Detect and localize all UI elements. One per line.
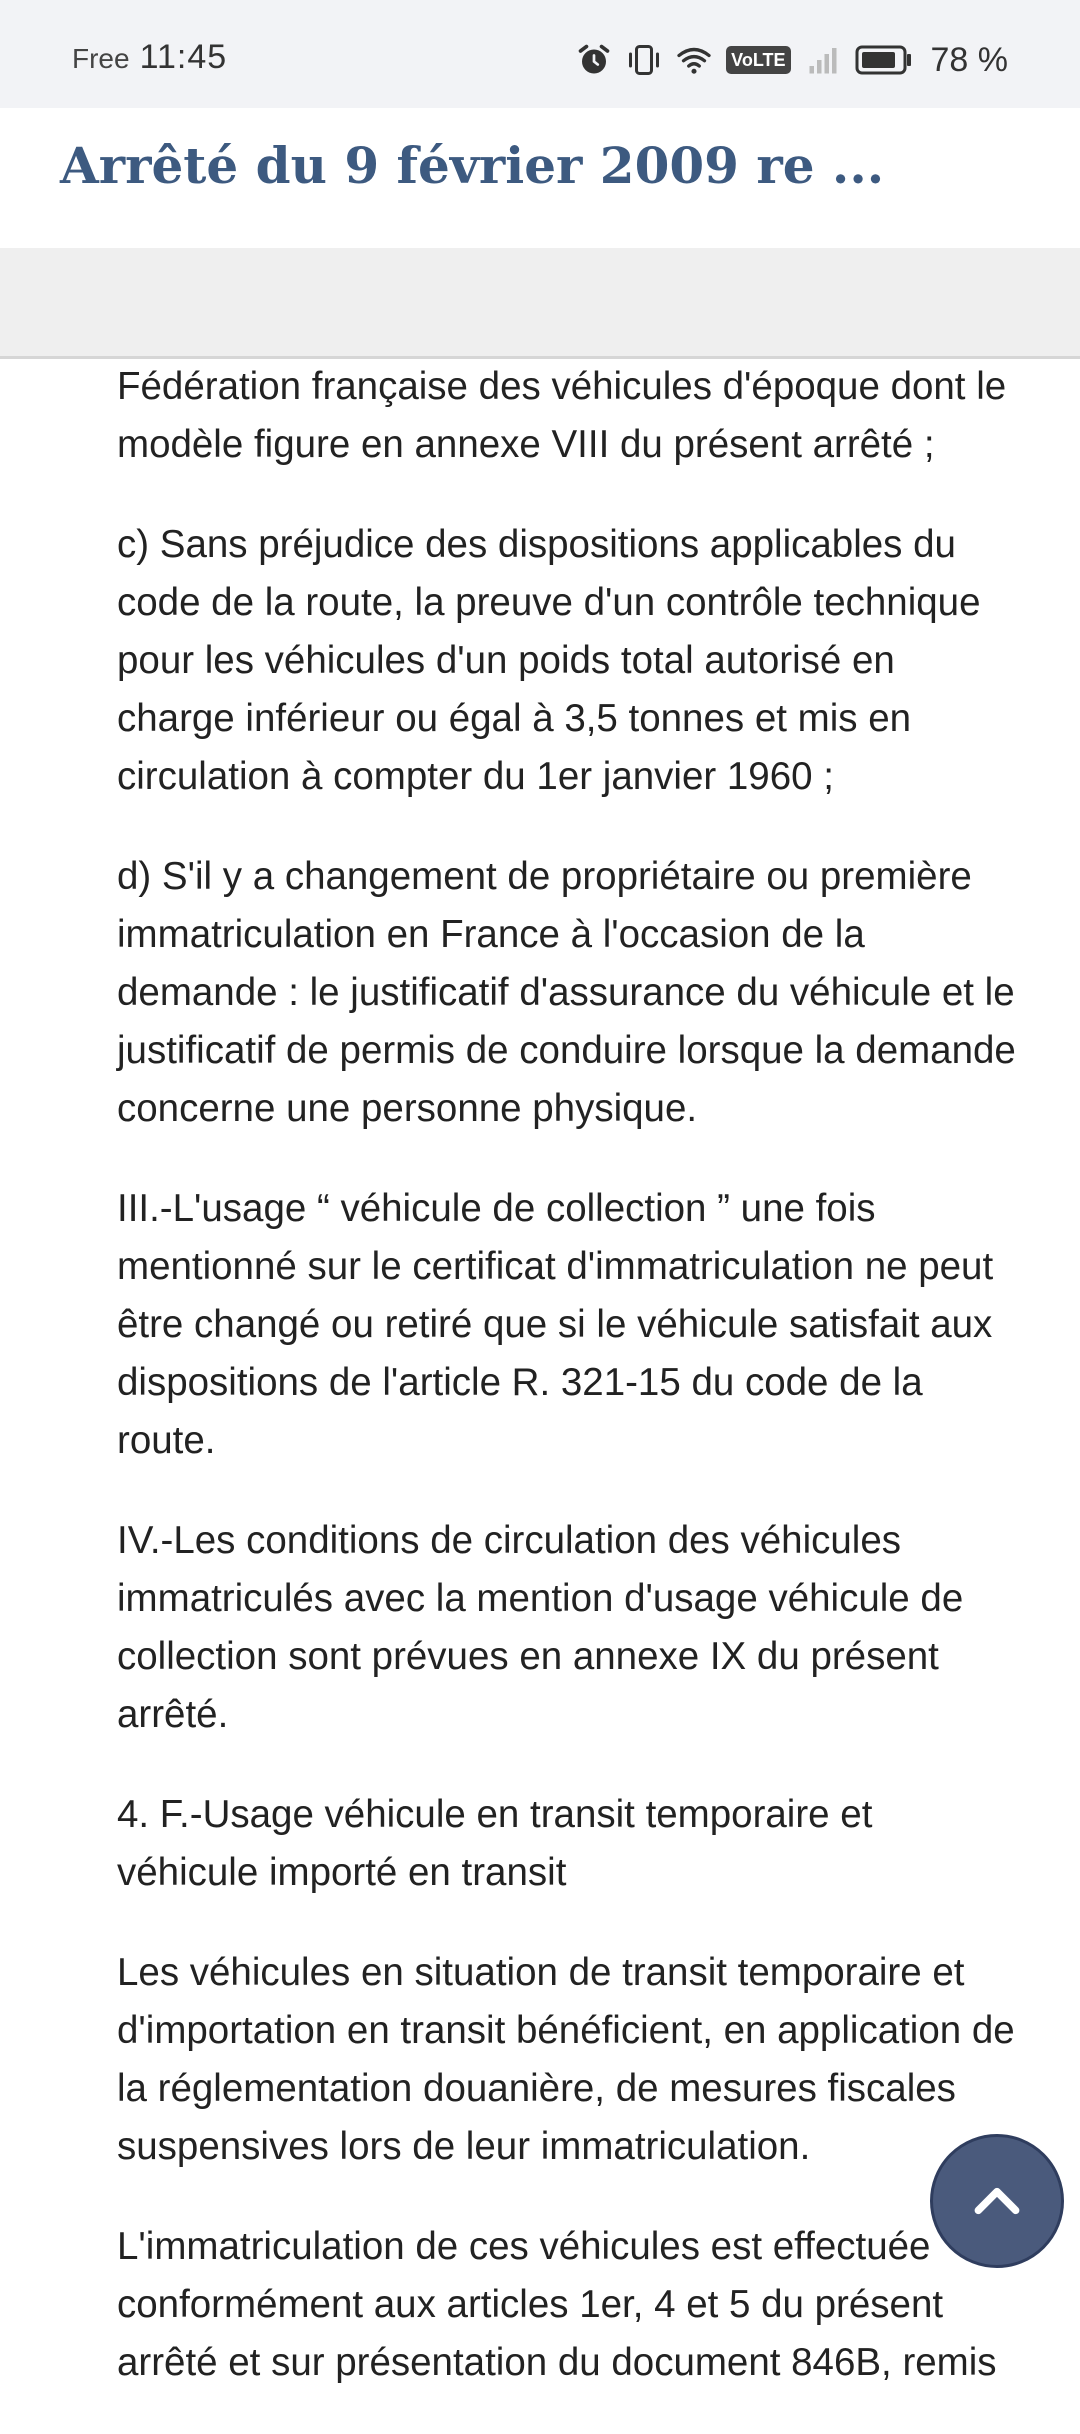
article-paragraph: L'immatriculation de ces véhicules est effectuée conformément aux articles 1er, 4 et 5 du présent arrêté et sur présentation du document 846B, remis [117, 2225, 997, 2384]
signal-icon [805, 42, 841, 78]
status-left [72, 38, 227, 77]
article-paragraph: c) Sans préjudice des dispositions applicables du code de la route, la preuve d'un contrôle technique pour les véhicules d'un poids total autorisé en charge inférieur ou égal à 3,5 tonnes et mis en circulation à compter du 1er janvier 1960 ; [117, 523, 981, 798]
chevron-up-icon [969, 2173, 1025, 2229]
section-heading: 4. F.-Usage véhicule en transit temporaire et véhicule importé en transit [117, 1793, 873, 1894]
status-right [576, 38, 1008, 82]
battery-percentage: 78 % [930, 40, 1008, 79]
vibrate-icon [626, 42, 662, 78]
carrier-label: Free [72, 43, 130, 74]
scroll-to-top-button[interactable] [930, 2134, 1064, 2268]
wifi-icon [676, 42, 712, 78]
article-content[interactable] [0, 356, 1080, 2388]
article-paragraph: III.-L'usage “ véhicule de collection ” une fois mentionné sur le certificat d'immatriculation ne peut être changé ou retiré que si le véhicule satisfait aux dispositions de l'article R. 321-15 du code de la route. [117, 1187, 994, 1462]
alarm-icon [576, 42, 612, 78]
article-paragraph: Les véhicules en situation de transit temporaire et d'importation en transit bénéficient, en application de la réglementation douanière, de mesures fiscales suspensives lors de leur immatriculation. [117, 1951, 1015, 2168]
article-paragraph: IV.-Les conditions de circulation des véhicules immatriculés avec la mention d'usage véhicule de collection sont prévues en annexe IX du présent arrêté. [117, 1519, 964, 1736]
clock: 11:45 [139, 38, 228, 76]
battery-icon [855, 43, 913, 77]
app-header [0, 108, 1080, 248]
article-paragraph: Fédération française des véhicules d'époque dont le modèle figure en annexe VIII du présent arrêté ; [117, 365, 1007, 466]
article-body [117, 300, 1017, 2434]
page-title: Arrêté du 9 février 2009 re ... [60, 136, 885, 195]
toolbar-band [0, 248, 1080, 359]
status-bar [0, 0, 1080, 108]
volte-badge: VoLTE [726, 46, 790, 74]
article-paragraph: d) S'il y a changement de propriétaire ou première immatriculation en France à l'occasion de la demande : le justificatif d'assurance du véhicule et le justificatif de permis de conduire lorsque la demande concerne une personne physique. [117, 855, 1016, 1130]
